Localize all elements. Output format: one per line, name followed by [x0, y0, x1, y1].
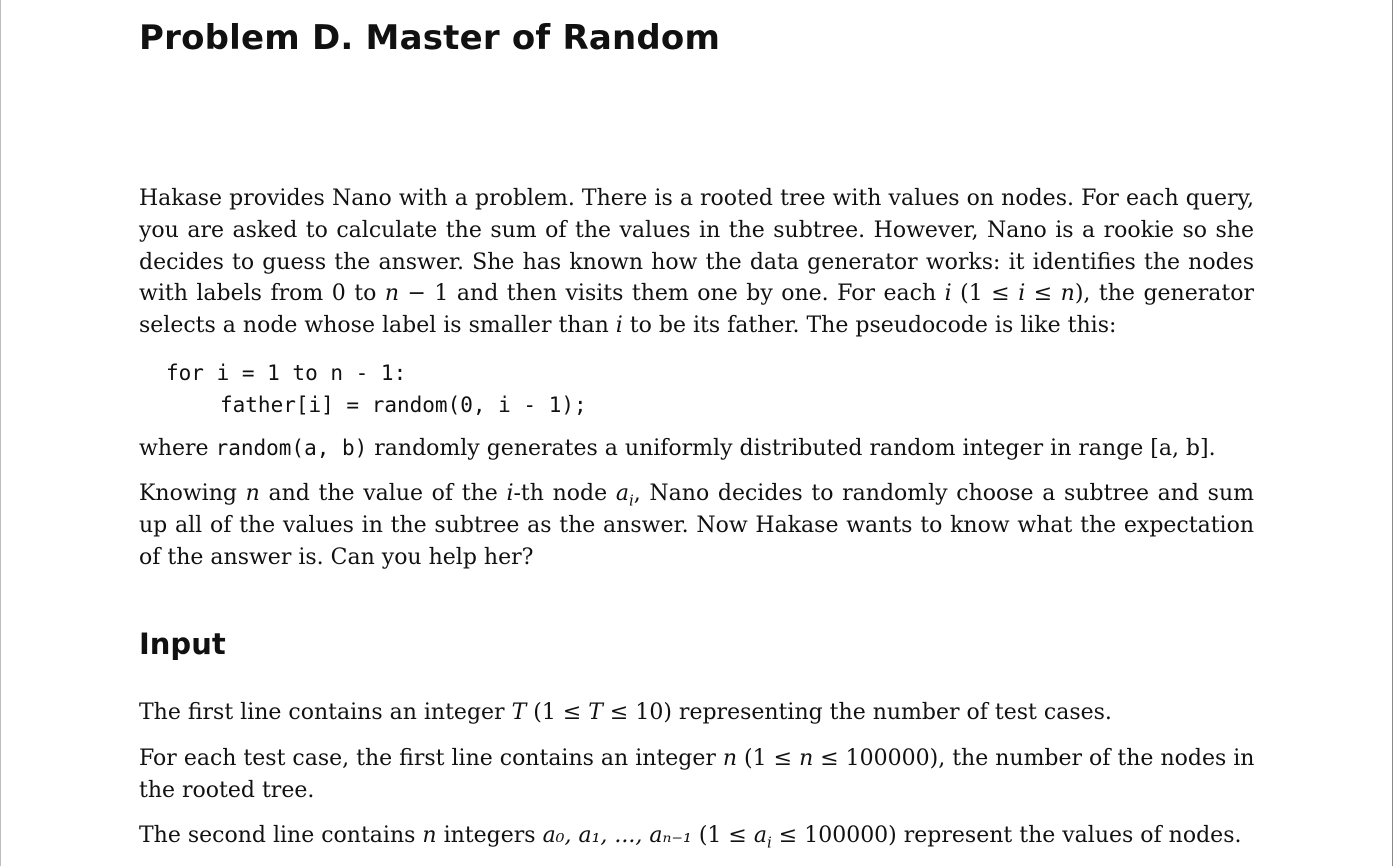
statement-paragraph — [139, 183, 1254, 342]
problem-title: Problem D. Master of Random — [139, 18, 721, 58]
page-left-border — [0, 0, 1, 866]
page-right-border — [1392, 0, 1393, 866]
task-paragraph: Knowing n and the value of the i-th node $a_i$, Nano decides to randomly choose a subtree and sum up all of the values in the subtree as the answer. Now Hakase wants to know what the expectation of the answer is. Can you help her? — [139, 481, 1255, 570]
pseudocode-block — [166, 357, 587, 421]
pseudocode-line: for i = 1 to n - 1: — [166, 361, 407, 385]
input-paragraph-3: The second line contains n integers a₀, a₁, ..., aₙ₋₁ $(1 \le a_i \le 100000)$ represent the values of nodes. — [139, 823, 1242, 852]
statement-line: with labels from 0 to n − 1 and then visits them one by one. For each i (1 ≤ i ≤ n), the generator — [139, 281, 1254, 307]
statement-line: Hakase provides Nano with a problem. There is a rooted tree with values on nodes. For each query, — [139, 186, 1254, 211]
statement-line: selects a node whose label is smaller than i to be its father. The pseudocode is like this: — [139, 313, 1117, 339]
random-definition: where random(a, b) randomly generates a uniformly distributed random integer in range [a, b]. — [139, 436, 1216, 461]
statement-line: you are asked to calculate the sum of the values in the subtree. However, Nano is a rookie so she — [139, 217, 1254, 243]
statement-line: decides to guess the answer. She has known how the data generator works: it identifies the nodes — [139, 249, 1254, 275]
random-function-code: random(a, b) — [215, 436, 368, 460]
input-paragraph-2: For each test case, the first line contains an integer n (1 ≤ n ≤ 100000), the number of the nodes in the rooted tree. — [139, 746, 1255, 803]
input-paragraph-1: The first line contains an integer T (1 ≤ T ≤ 10) representing the number of test cases. — [139, 700, 1112, 725]
pseudocode-line: father[i] = random(0, i - 1); — [220, 393, 587, 417]
input-heading: Input — [139, 627, 226, 661]
